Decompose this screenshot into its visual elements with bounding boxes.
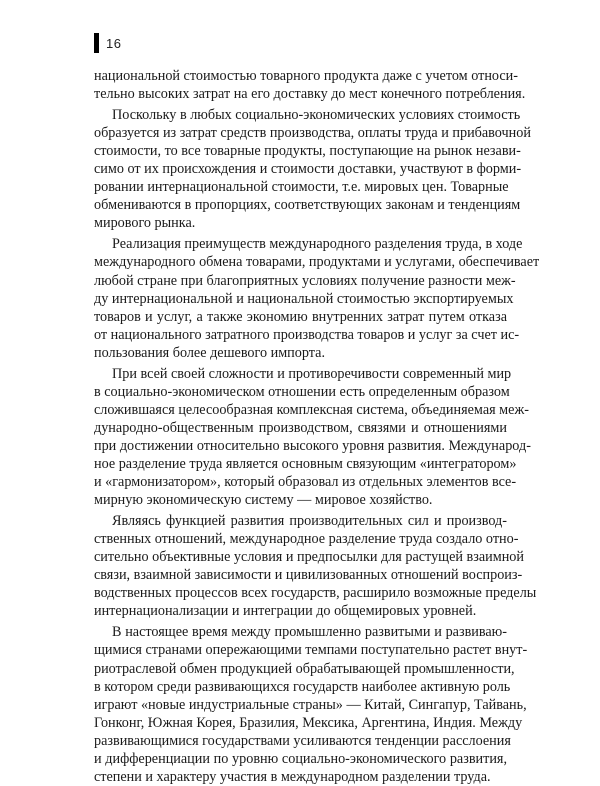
text-line: товаров и услуг, а также экономию внутренних затрат путем отказа (94, 308, 507, 325)
text-line: мирового рынка. (94, 215, 196, 232)
text-line: В настоящее время между промышленно развитыми и развиваю- (112, 624, 507, 641)
text-line: стоимости, то все товарные продукты, поступающие на рынок незави- (94, 143, 521, 160)
text-line: Реализация преимуществ международного разделения труда, в ходе (112, 236, 523, 253)
text-line: тельно высоких затрат на его доставку до мест конечного потребления. (94, 86, 526, 103)
text-line: и «гармонизатором», который образовал из отдельных элементов все- (94, 474, 517, 491)
text-line: ственных отношений, международное разделение труда создало отно- (94, 531, 519, 548)
text-line: связи, взаимной зависимости и цивилизованных отношений воспроиз- (94, 567, 523, 584)
text-line: Являясь функцией развития производительных сил и производ- (112, 513, 507, 530)
text-line: развивающимися государствами усиливаются тенденции расслоения (94, 732, 511, 749)
text-line: мирную экономическую систему — мировое хозяйство. (94, 492, 433, 509)
text-line: любой стране при благоприятных условиях получение разности меж- (94, 272, 516, 289)
header-bar (94, 33, 99, 53)
paragraph (94, 512, 537, 620)
text-line: Гонконг, Южная Корея, Бразилия, Мексика, Аргентина, Индия. Между (94, 714, 523, 731)
text-line: при достижении относительно высокого уровня развития. Международ- (94, 437, 531, 454)
text-line: от национального затратного производства товаров и услуг за счет ис- (94, 326, 520, 343)
text-line: интернационализации и интеграции до общемировых уровней. (94, 603, 477, 620)
text-line: образуется из затрат средств производства, оплаты труда и прибавочной (94, 125, 531, 142)
paragraph (94, 365, 531, 509)
text-line: в котором среди развивающихся государств наиболее активную роль (94, 678, 511, 695)
text-line: щимися странами опережающими темпами поступательно растет внут- (94, 642, 528, 659)
text-line: водственных процессов всех государств, расширило возможные пределы (94, 585, 537, 602)
text-line: играют «новые индустриальные страны» — Китай, Сингапур, Тайвань, (94, 696, 527, 713)
page-header (94, 33, 121, 53)
text-line: сительно объективные условия и предпосылки для растущей взаимной (94, 549, 524, 566)
text-line: ду интернациональной и национальной стоимостью экспортируемых (94, 290, 514, 307)
text-line: степени и характеру участия в международном разделении труда. (94, 768, 491, 785)
text-line: в социально-экономическом отношении есть определенным образом (94, 383, 510, 400)
paragraph (94, 67, 526, 103)
paragraph (94, 235, 540, 361)
text-line: обмениваются в пропорциях, соответствующих законам и тенденциям (94, 197, 521, 214)
text-line: и дифференциации по уровню социально-экономического развития, (94, 750, 507, 767)
text-line: ное разделение труда является основным связующим «интегратором» (94, 455, 517, 472)
paragraph (94, 106, 531, 232)
page-number: 16 (106, 35, 122, 51)
paragraph (94, 623, 528, 785)
text-line: ровании интернациональной стоимости, т.е. мировых цен. Товарные (94, 179, 509, 196)
text-line: национальной стоимостью товарного продукта даже с учетом относи- (94, 68, 518, 84)
text-line: симо от их происхождения и стоимости доставки, участвуют в форми- (94, 161, 522, 178)
text-line: риотраслевой обмен продукцией обрабатывающей промышленности, (94, 660, 515, 677)
text-line: пользования более дешевого импорта. (94, 344, 325, 361)
text-line: международного обмена товарами, продуктами и услугами, обеспечивает (94, 254, 540, 271)
text-line: сложившаяся целесообразная комплексная система, объединяемая меж- (94, 401, 529, 418)
text-body (94, 67, 540, 786)
text-line: Поскольку в любых социально-экономических условиях стоимость (112, 107, 521, 124)
text-line: дународно-общественным производством, связями и отношениями (94, 419, 507, 436)
text-line: При всей своей сложности и противоречивости современный мир (112, 365, 512, 382)
